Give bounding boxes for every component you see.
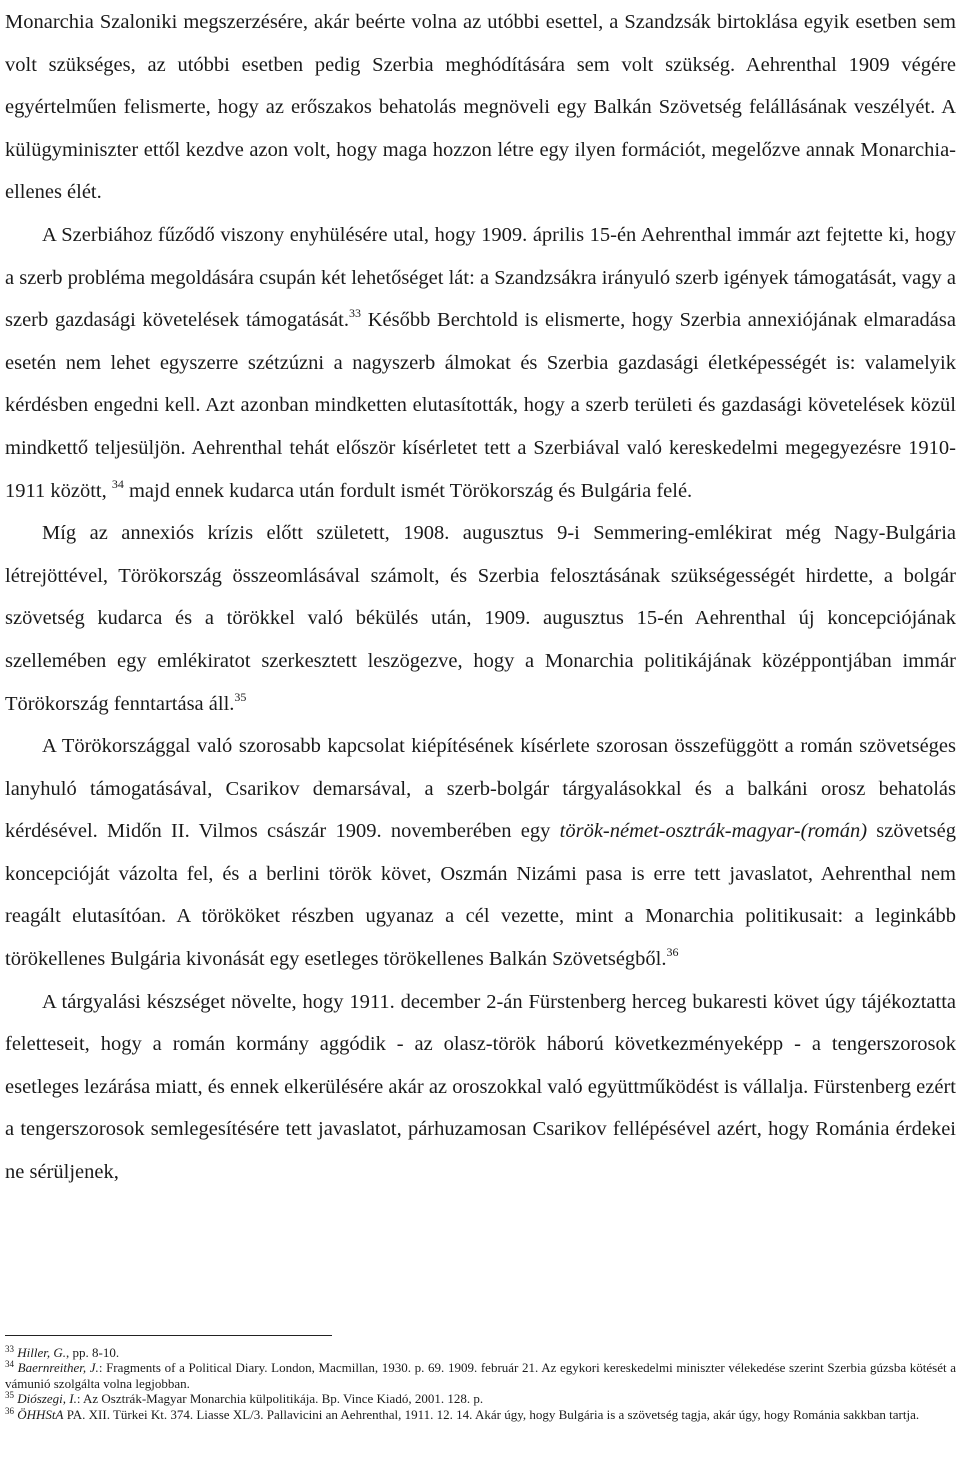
paragraph-2 [5,214,956,512]
footnote-text: PA. XII. Türkei Kt. 374. Liasse XL/3. Pallavicini an Aehrenthal, 1911. 12. 14. Akár úgy, hogy Bulgária is a szövetség tagja, akár úgy, hogy Románia sakkban tartja. [63,1406,920,1422]
footnote-ref-33[interactable]: 33 [348,306,361,321]
footnote-ref-34[interactable]: 34 [111,476,124,491]
footnote-number: 34 [5,1359,14,1370]
footnote-author: Diószegi, I. [17,1391,77,1407]
footnote-author: ÖHHStA [17,1406,64,1422]
footnote-separator [5,1335,332,1336]
footnote-number: 33 [5,1344,14,1354]
paragraph-4-text-a: A Törökországgal való szorosabb kapcsolat kiépítésének kísérlete szorosan összefüggött a román szövetséges lanyhuló támogatásával, Csarikov demarsával, a szerb-bolgár tárgyalásokkal és a balkáni orosz behatolás kérdésével. Midőn II. Vilmos császár 1909. novemberében egy [5,735,956,843]
footnote-number: 36 [5,1405,14,1416]
paragraph-5-text: A tárgyalási készséget növelte, hogy 1911. december 2-án Fürstenberg herceg bukaresti követ úgy tájékoztatta feletteseit, hogy a román kormány aggódik - az olasz-török háború következményeképp - a tengerszorosok esetleges lezárása miatt, és ennek elkerülésére akár az oroszokkal való együttműködést is vállalja. Fürstenberg ezért a tengerszorosok semlegesítésére tett javaslatot, párhuzamosan Csarikov fellépésével azért, hogy Románia érdekei ne sérüljenek, [5,990,956,1184]
paragraph-5 [5,981,956,1194]
paragraph-3 [5,512,956,725]
paragraph-2-text-c: majd ennek kudarca után fordult ismét Törökország és Bulgária felé. [123,479,693,502]
paragraph-4-italic-term: török-német-osztrák-magyar-(román) [559,820,868,843]
footnote-35 [5,1391,956,1406]
footnote-36 [5,1407,956,1422]
paragraph-1 [5,1,956,214]
footnote-ref-36[interactable]: 36 [666,945,679,960]
footnote-author: Baernreither, J. [17,1360,99,1376]
paragraph-2-text-b: Később Berchtold is elismerte, hogy Szerbia annexiójának elmaradása esetén nem lehet egyszerre szétzúzni a nagyszerb álmokat és Szerbia gazdasági életképességét is: valamelyik kérdésben engedni kell. Azt azonban mindketten elutasították, hogy a szerb területi és gazdasági követelések közül mindkettő teljesüljön. Aehrenthal tehát először kísérletet tett a Szerbiával való kereskedelmi megegyezésre 1910-1911 között, [5,309,956,502]
main-text [5,0,956,1194]
paragraph-2-text-a: A Szerbiához fűződő viszony enyhülésére utal, hogy 1909. április 15-én Aehrenthal immár azt fejtette ki, hogy a szerb probléma megoldására csupán két lehetőséget lát: a Szandzsákra irányuló szerb igények támogatását, vagy a szerb gazdasági követelések támogatását. [5,223,956,332]
paragraph-3-text: Míg az annexiós krízis előtt született, 1908. augusztus 9-i Semmering-emlékirat még Nagy-Bulgária létrejöttével, Törökország összeomlásával számolt, és Szerbia felosztásának szükségességét hirdette, a bolgár szövetség kudarca és a törökkel való békülés után, 1909. augusztus 15-én Aehrenthal új koncepciójának szellemében egy emlékiratot szerkesztett leszögezve, hogy a Monarchia politikájának középpontjában immár Törökország fenntartása áll. [5,522,956,715]
footnote-text: , pp. 8-10. [66,1345,120,1360]
footnote-text: : Az Osztrák-Magyar Monarchia külpolitikája. Bp. Vince Kiadó, 2001. 128. p. [76,1391,484,1407]
footnote-number: 35 [5,1390,14,1401]
footnote-34 [5,1360,956,1391]
footnote-author: Hiller, G. [17,1345,66,1360]
footnote-ref-35[interactable]: 35 [234,689,247,704]
paragraph-4 [5,725,956,981]
footnote-33 [5,1345,956,1360]
footnotes [5,1345,956,1422]
document-page [5,0,957,1422]
paragraph-1-text: Monarchia Szaloniki megszerzésére, akár beérte volna az utóbbi esettel, a Szandzsák birtoklása egyik esetben sem volt szükséges, az utóbbi esetben pedig Szerbia meghódítására sem volt szükség. Aehrenthal 1909 végére egyértelműen felismerte, hogy az erőszakos behatolás megnöveli egy Balkán Szövetség felállásának veszélyét. A külügyminiszter ettől kezdve azon volt, hogy maga hozzon létre egy ilyen formációt, megelőzve annak Monarchia-ellenes élét. [5,11,956,204]
footnote-text: : Fragments of a Political Diary. London, Macmillan, 1930. p. 69. 1909. február 21. Az egykori kereskedelmi miniszter vélekedése szerint Szerbia gúzsba kötését a vámunió szolgálta volna legjobban. [5,1360,957,1391]
paragraph-4-text-b: szövetség koncepcióját vázolta fel, és a berlini török követ, Oszmán Nizámi pasa is erre tett javaslatot, Aehrenthal nem reagált elutasítóan. A törököket részben ugyanaz a cél vezette, mint a Monarchia politikusait: a leginkább törökellenes Bulgária kivonását egy esetleges törökellenes Balkán Szövetségből. [5,820,957,971]
